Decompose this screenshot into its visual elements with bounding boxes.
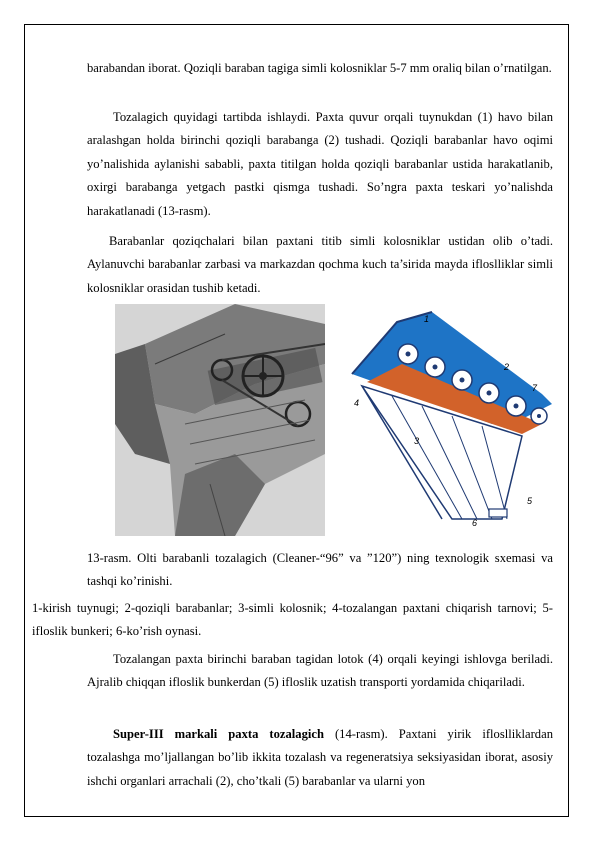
super3-text: (14-rasm). Paxtani yirik ifloslliklardan tozalashga mo’ljallangan bo’lib ikkita tozalash va regeneratsiya seksiyasidan iborat, asosiy ishchi organlari arrachali (2), cho’tkali (5) barabanlar va ularni yon <box>87 727 553 788</box>
diagram-label-2: 2 <box>504 362 510 372</box>
cleaner-scheme-diagram <box>342 304 554 528</box>
cleaner-photo <box>115 304 325 536</box>
paragraph-output: Tozalangan paxta birinchi baraban tagidan lotok (4) orqali keyingi ishlovga beriladi. Ajralib chiqqan ifloslik bunkerdan (5) ifloslik uzatish transporti yordamida chiqariladi. <box>87 652 553 690</box>
figure-caption: 13-rasm. Olti barabanli tozalagich (Cleaner-“96” va ”120”) ning texnologik sxemasi va tashqi ko’rinishi. <box>87 551 553 589</box>
diagram-label-1: 1 <box>424 314 430 324</box>
diagram-label-5: 5 <box>527 496 533 506</box>
paragraph-super3 <box>87 723 553 793</box>
diagram-label-7: 7 <box>532 383 538 393</box>
paragraph-operation: Tozalagich quyidagi tartibda ishlaydi. Paxta quvur orqali tuynukdan (1) havo bilan aralashgan holda birinchi qoziqli barabanga (2) tushadi. Qoziqli barabanlar havo oqimi yo’nalishida aylanishi sababli, paxta titilgan holda qoziqli barabanlar ustida harakatlanib, oxirgi barabanga yetgach pastki qismga tushadi. So’ngra paxta teskari yo’nalishda harakatlanadi (13-rasm). <box>87 110 553 218</box>
paragraph-drums: Barabanlar qoziqchalari bilan paxtani titib simli kolosniklar ustidan olib o’tadi. Aylanuvchi barabanlar zarbasi va markazdan qochma kuch ta’sirida mayda ifloslliklar simli kolosniklar orasidan tushib ketadi. <box>87 234 553 295</box>
paragraph-intro-text: barabandan iborat. Qoziqli baraban tagiga simli kolosniklar 5-7 mm oraliq bilan o’rnatilgan. <box>87 61 552 75</box>
figure-legend: 1-kirish tuynugi; 2-qoziqli barabanlar; 3-simli kolosnik; 4-tozalangan paxtani chiqarish tarnovi; 5-ifloslik bunkeri; 6-ko’rish oynasi. <box>32 601 553 639</box>
diagram-label-3: 3 <box>414 436 420 446</box>
diagram-label-4: 4 <box>354 398 360 408</box>
super3-title: Super-III markali paxta tozalagich <box>113 727 324 741</box>
paragraph-intro <box>87 57 553 80</box>
diagram-label-6: 6 <box>472 518 478 528</box>
